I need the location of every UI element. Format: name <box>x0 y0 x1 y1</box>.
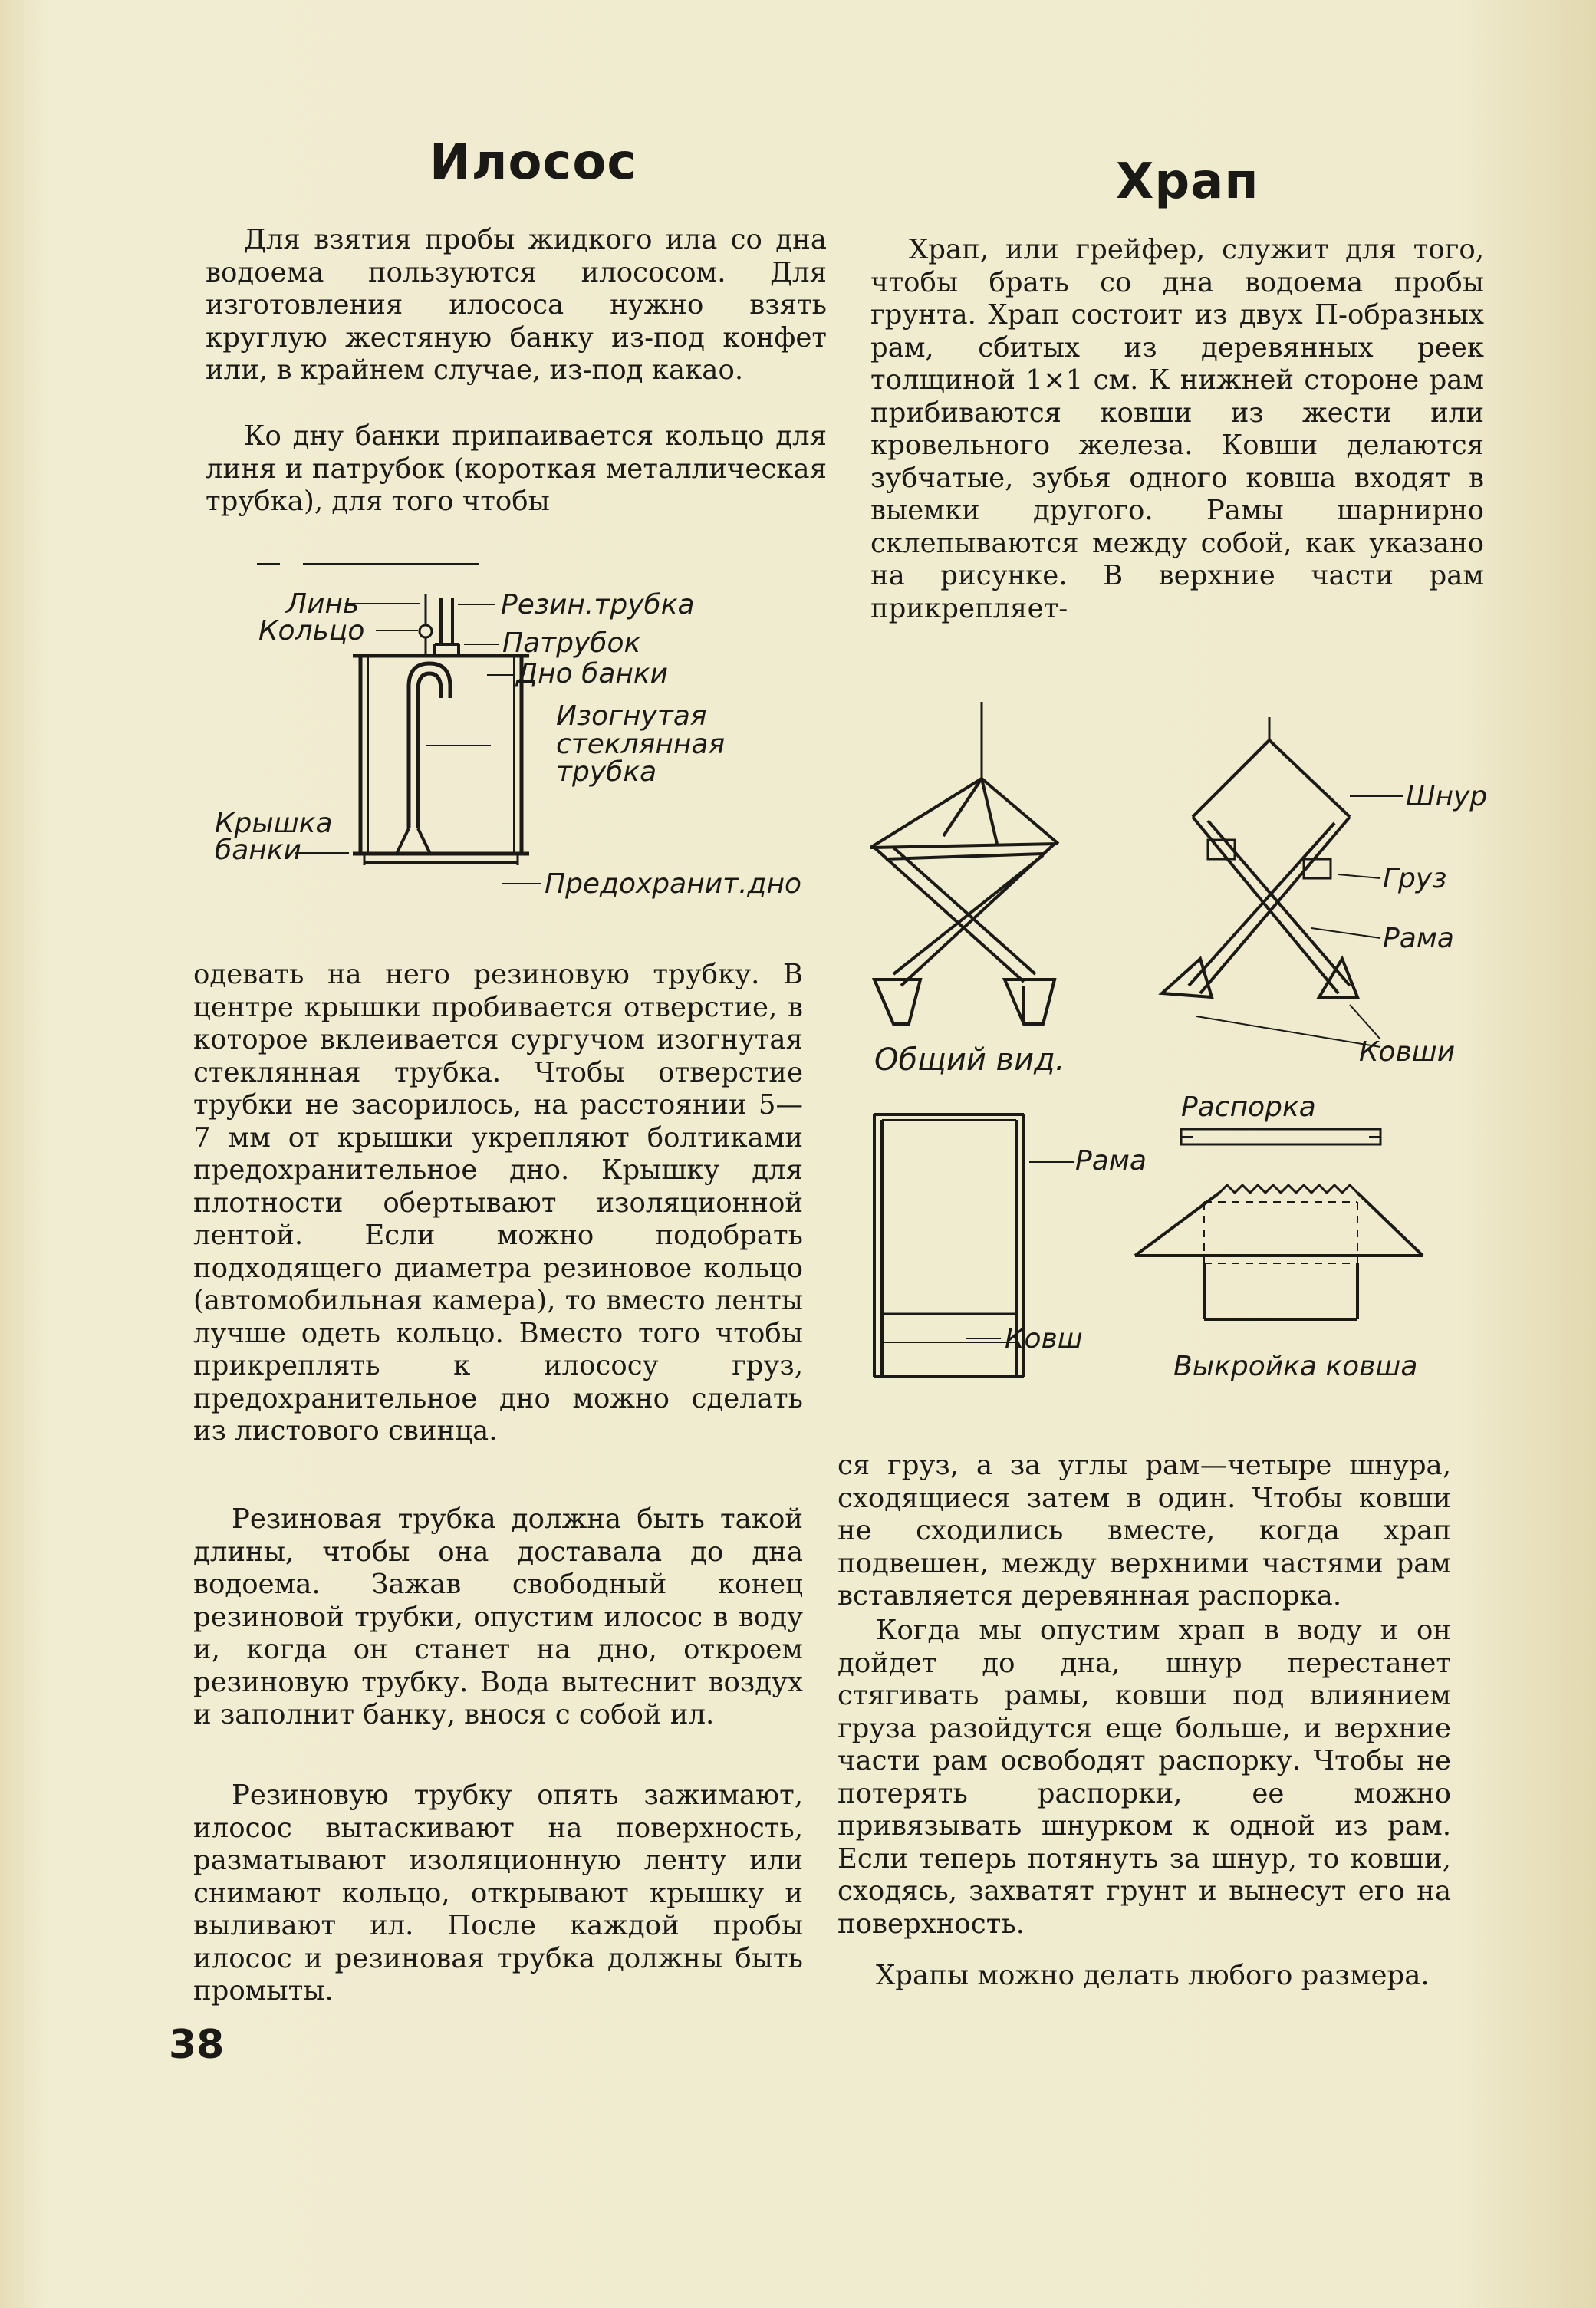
label-kovshi: Ковши <box>1359 1036 1456 1068</box>
khrap-general-view <box>870 702 1058 1024</box>
label-raspora: Распорка <box>1181 1091 1316 1123</box>
label-tube-line2: стеклянная <box>556 729 726 760</box>
ring <box>420 625 432 637</box>
label-dno-banki: Дно банки <box>516 658 669 690</box>
label-patrubok: Патрубок <box>502 627 641 659</box>
right-paragraph-1: Храп, или грейфер, служит для того, чтобы брать со дна водоема пробы грунта. Храп состоит из двух П-образных рам, сбитых из деревянных реек толщиной 1×1 см. К нижней стороне рам прибиваются ковши из жести или кровельного железа. Ковши делаются зубчатые, зубья одного ковша входят в выемки другого. Рамы шарнирно склепываются между собой, как указано на рисунке. В верхние части рам прикрепляет- <box>870 234 1484 624</box>
khrap-scoop-pattern <box>1135 1185 1423 1319</box>
label-lin: Линь <box>286 588 360 620</box>
right-paragraph-3: Когда мы опустим храп в воду и он дойдет до дна, шнур перестанет стягивать рамы, ковши под влиянием груза разойдутся еще больше, и верхние части рам освободят распорку. Чтобы не потерять распорки, ее можно привязывать шнурком к одной из рам. Если теперь потянуть за шнур, то ковши, сходясь, захватят грунт и вынесут его на поверхность. <box>837 1615 1451 1940</box>
label-safety-bottom: Предохранит.дно <box>545 868 802 900</box>
label-shnur: Шнур <box>1406 781 1488 812</box>
label-lid-line1: Крышка <box>215 808 333 839</box>
ilosos-diagram <box>196 552 809 913</box>
label-rama-2: Рама <box>1075 1145 1147 1177</box>
right-paragraph-2: ся груз, а за углы рам—четыре шнура, сходящиеся затем в один. Чтобы ковши не сходились вместе, когда храп подвешен, между верхними частями рам вставляется деревянная распорка. <box>837 1450 1451 1612</box>
left-title: Илосос <box>429 134 637 191</box>
left-paragraph-3: одевать на него резиновую трубку. В центре крышки пробивается отверстие, в которое вклеивается сургучом изогнутая стеклянная трубка. Чтобы отверстие трубки не засорилось, на расстоянии 5—7 мм от крышки укрепляют болтиками предохранительное дно. Крышку для плотности обертывают изоляционной лентой. Если можно подобрать подходящего диаметра резиновое кольцо (автомобильная камера), то вместо ленты лучше одеть кольцо. Вместо того чтобы прикреплять к илососу груз, предохранительное дно можно сделать из листового свинца. <box>193 959 803 1447</box>
label-scoop-pattern: Выкройка ковша <box>1173 1351 1418 1382</box>
left-paragraph-2: Ко дну банки припаивается кольцо для линя и патрубок (короткая металлическая трубка), для того чтобы <box>206 420 827 517</box>
label-rezin-trubka: Резин.трубка <box>501 589 695 621</box>
left-paragraph-1: Для взятия пробы жидкого ила со дна водоема пользуются илососом. Для изготовления илососа нужно взять круглую жестяную банку из-под конфет или, в крайнем случае, из-под какао. <box>206 224 827 386</box>
khrap-labelled-view <box>1162 717 1403 1047</box>
label-general-view: Общий вид. <box>874 1042 1065 1078</box>
left-paragraph-4: Резиновая трубка должна быть такой длины, чтобы она доставала до дна водоема. Зажав свободный конец резиновой трубки, опустим илосос в воду и, когда он станет на дно, откроем резиновую трубку. Вода вытеснит воздух и заполнит банку, внося с собой ил. <box>193 1503 803 1730</box>
page-number: 38 <box>169 2022 225 2068</box>
label-koltso: Кольцо <box>258 615 365 647</box>
label-rama: Рама <box>1383 923 1454 954</box>
label-lid-line2: банки <box>215 835 301 866</box>
label-tube-line1: Изогнутая <box>556 700 707 732</box>
label-gruz: Груз <box>1383 863 1447 894</box>
khrap-strut <box>1181 1129 1380 1144</box>
label-kovsh: Ковш <box>1005 1323 1083 1355</box>
label-tube-line3: трубка <box>556 756 657 788</box>
left-paragraph-5: Резиновую трубку опять зажимают, илосос вытаскивают на поверхность, разматывают изоляционную ленту или снимают кольцо, открывают крышку и выливают ил. После каждой пробы илосос и резиновая трубка должны быть промыты. <box>193 1780 803 2007</box>
right-paragraph-4: Храпы можно делать любого размера. <box>876 1960 1430 1991</box>
right-title: Храп <box>1116 153 1259 210</box>
khrap-diagram <box>851 694 1488 1408</box>
